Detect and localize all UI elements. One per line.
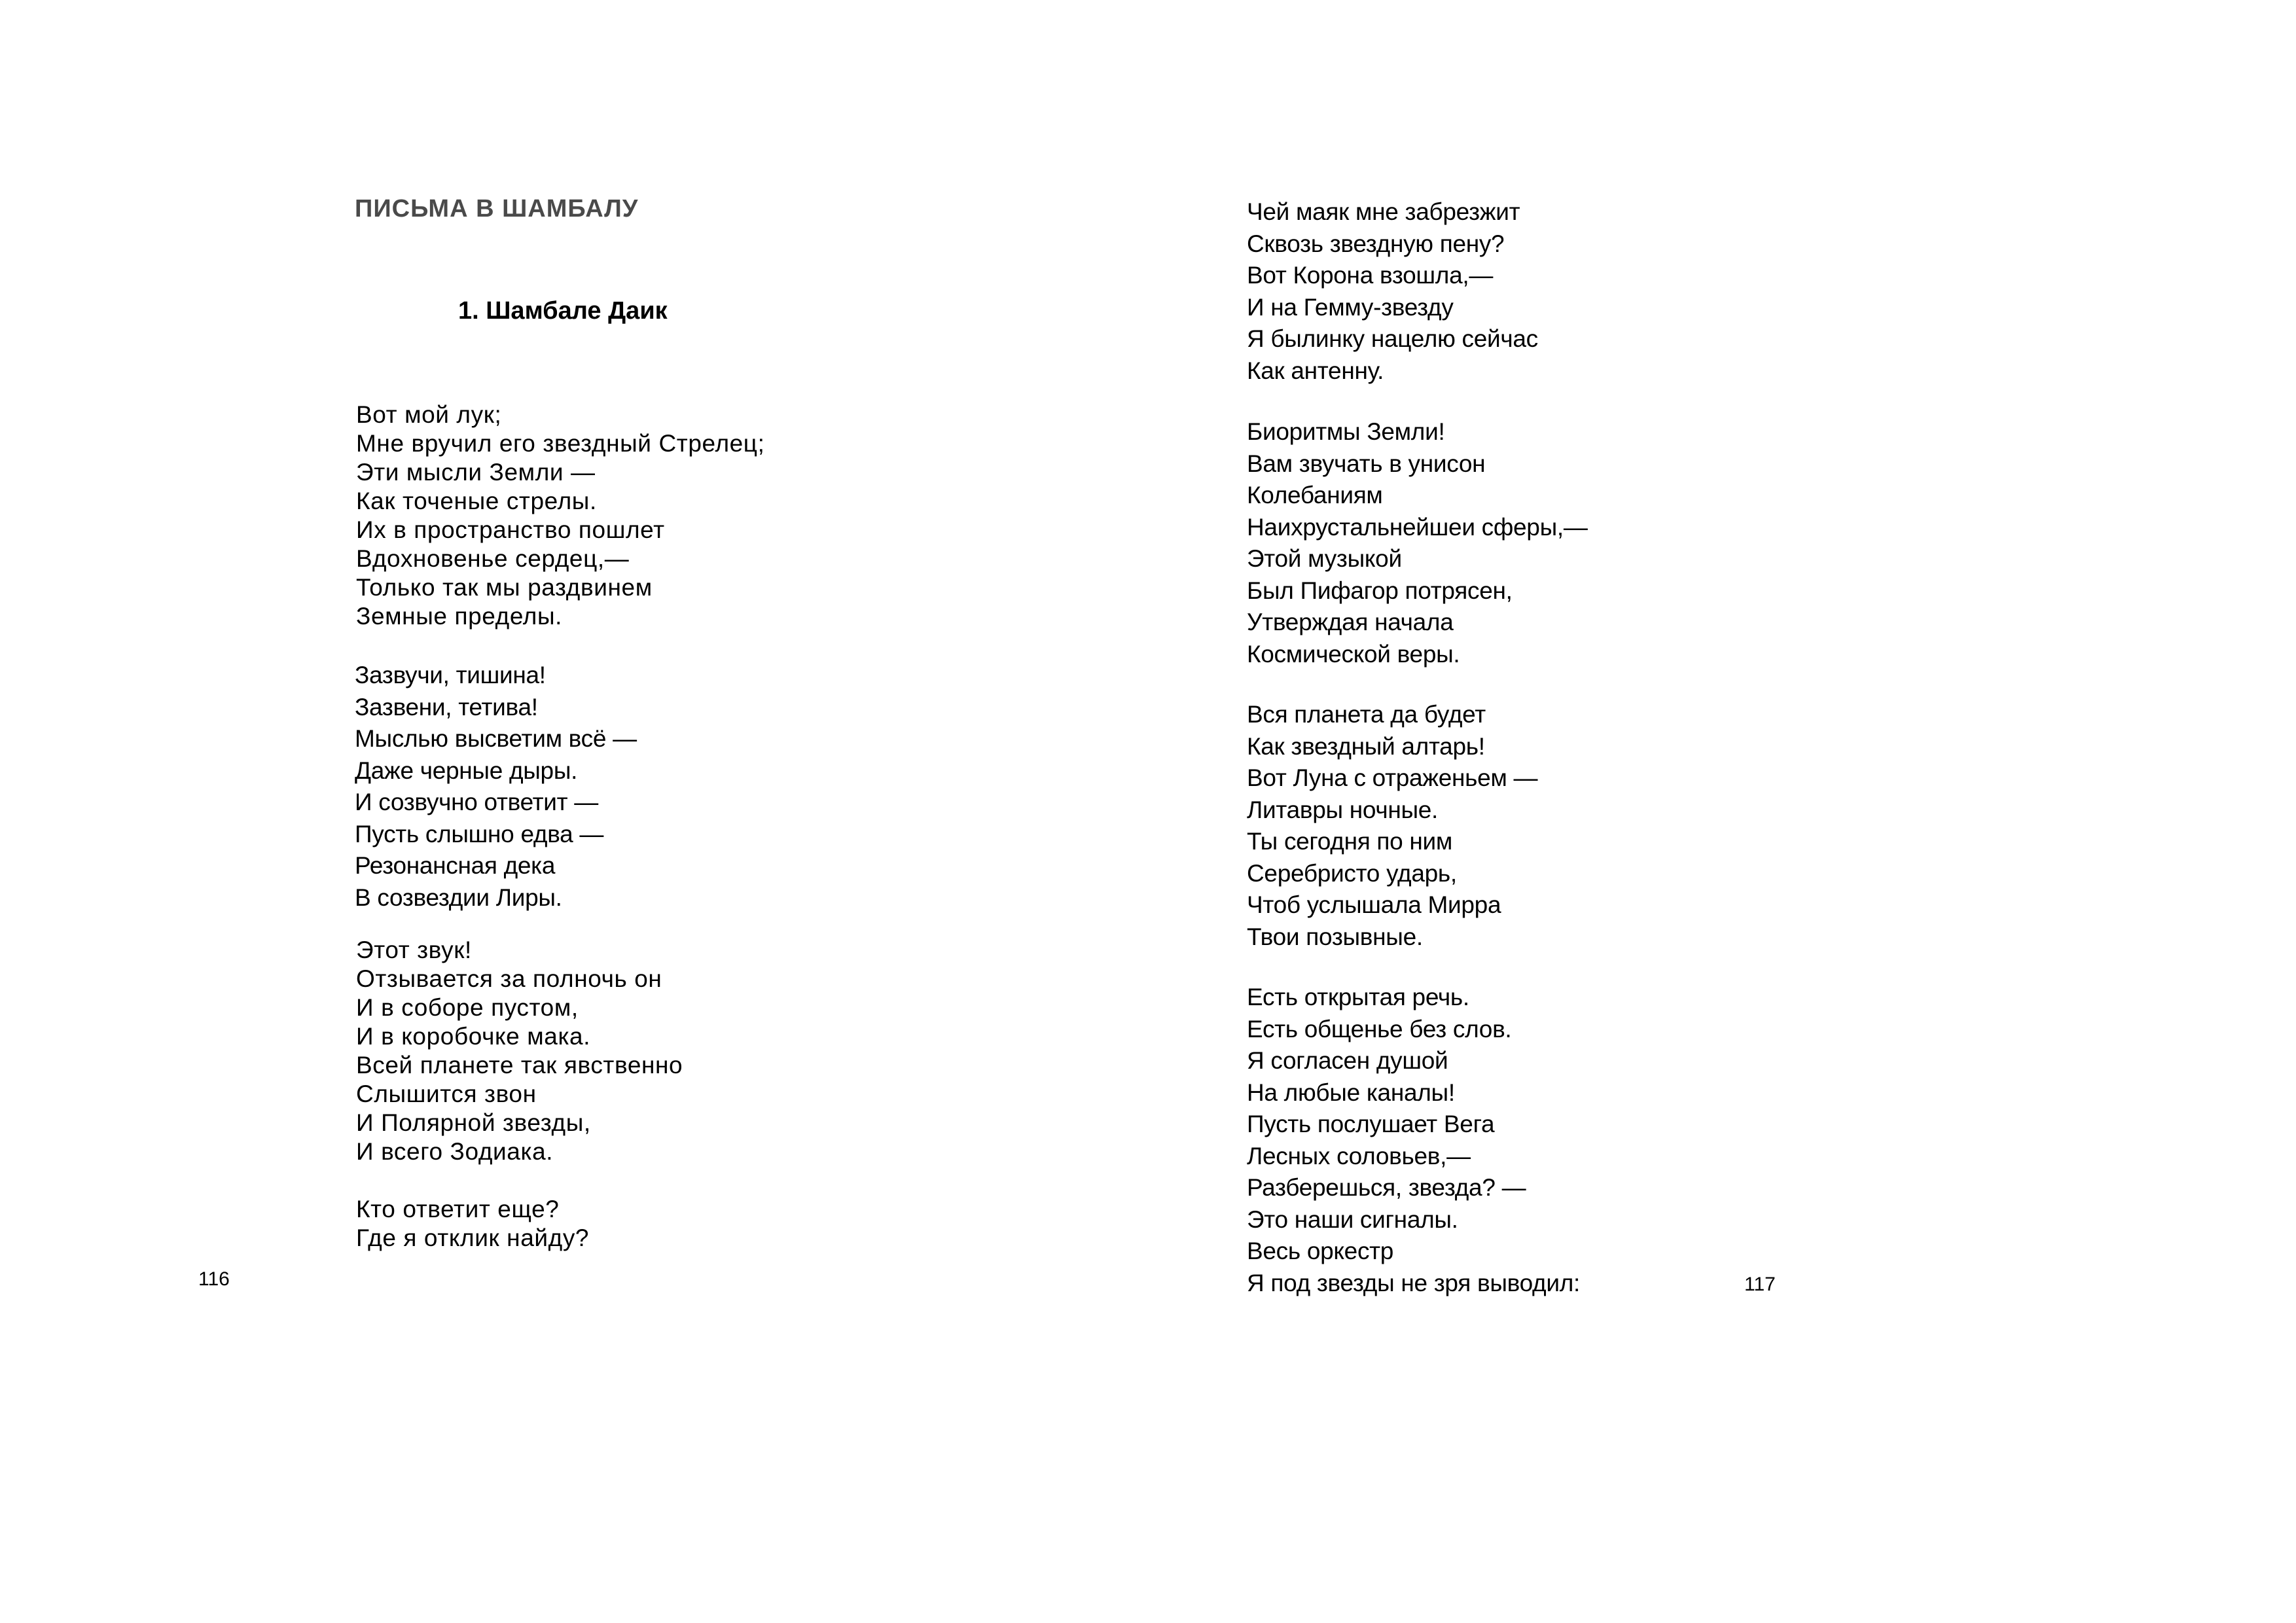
poem-line: Кто ответит еще? bbox=[356, 1196, 560, 1222]
poem-line: Зазвени, тетива! bbox=[355, 693, 538, 721]
poem-line: Чей маяк мне забрезжит bbox=[1247, 198, 1520, 225]
stanza-1 bbox=[356, 401, 764, 631]
poem-line: На любые каналы! bbox=[1247, 1079, 1455, 1106]
poem-line: Вдохновенье сердец,— bbox=[356, 545, 630, 572]
poem-line: И в соборе пустом, bbox=[356, 994, 579, 1021]
poem-line: Всей планете так явственно bbox=[356, 1052, 683, 1079]
poem-line: Пусть послушает Вега bbox=[1247, 1111, 1495, 1137]
poem-line: Весь оркестр bbox=[1247, 1238, 1394, 1264]
stanza-4 bbox=[356, 1195, 589, 1253]
page-number-right: 117 bbox=[1744, 1274, 1776, 1295]
poem-line: Литавры ночные. bbox=[1247, 796, 1439, 823]
poem-line: Как антенну. bbox=[1247, 357, 1384, 384]
stanza-5 bbox=[1247, 196, 1538, 387]
poem-line: Это наши сигналы. bbox=[1247, 1205, 1458, 1233]
poem-line: Как звездный алтарь! bbox=[1247, 732, 1485, 760]
poem-line: Есть общенье без слов. bbox=[1247, 1015, 1512, 1043]
poem-line: Резонансная дека bbox=[355, 852, 556, 879]
stanza-2 bbox=[355, 660, 637, 914]
poem-line: И Полярной звезды, bbox=[356, 1109, 591, 1136]
poem-line: В созвездии Лиры. bbox=[355, 883, 562, 911]
poem-line: Был Пифагор потрясен, bbox=[1247, 577, 1513, 604]
poem-title: 1. Шамбале Даик bbox=[458, 297, 668, 325]
stanza-3 bbox=[356, 936, 683, 1166]
poem-line: Только так мы раздвинем bbox=[356, 574, 653, 601]
poem-line: Твои позывные. bbox=[1247, 923, 1423, 950]
poem-line: Где я отклик найду? bbox=[356, 1224, 590, 1251]
poem-line: Как точеные стрелы. bbox=[356, 488, 597, 514]
poem-line: Этот звук! bbox=[356, 936, 472, 963]
poem-line: И в коробочке мака. bbox=[356, 1023, 591, 1050]
poem-line: Земные пределы. bbox=[356, 603, 563, 630]
poem-line: Отзывается за полночь он bbox=[356, 965, 662, 992]
poem-line: Вот Луна с отраженьем — bbox=[1247, 764, 1538, 791]
poem-line: Вам звучать в унисон bbox=[1247, 450, 1486, 477]
poem-line: Биоритмы Земли! bbox=[1247, 418, 1445, 445]
poem-line: Слышится звон bbox=[356, 1080, 537, 1107]
poem-line: Я былинку нацелю сейчас bbox=[1247, 325, 1538, 352]
section-title: ПИСЬМА В ШАМБАЛУ bbox=[355, 195, 639, 223]
poem-line: Сквозь звездную пену? bbox=[1247, 230, 1505, 257]
poem-line: И на Гемму-звезду bbox=[1247, 293, 1454, 321]
stanza-8 bbox=[1247, 982, 1580, 1299]
poem-line: Утверждая начала bbox=[1247, 609, 1454, 635]
poem-line: Вся планета да будет bbox=[1247, 701, 1486, 728]
poem-line: Я согласен душой bbox=[1247, 1047, 1448, 1074]
poem-line: И всего Зодиака. bbox=[356, 1138, 554, 1165]
poem-line: Мыслью высветим всё — bbox=[355, 725, 637, 752]
poem-line: Мне вручил его звездный Стрелец; bbox=[356, 430, 765, 457]
poem-line: Вот Корона взошла,— bbox=[1247, 262, 1494, 289]
poem-line: Я под звезды не зря выводил: bbox=[1247, 1269, 1580, 1296]
page-number-left: 116 bbox=[198, 1268, 230, 1290]
poem-line: Наихрустальнейшеи сферы,— bbox=[1247, 513, 1588, 541]
poem-line: Колебаниям bbox=[1247, 482, 1383, 508]
poem-line: Вот мой лук; bbox=[356, 401, 502, 428]
poem-line: Ты сегодня по ним bbox=[1247, 828, 1453, 855]
poem-line: Есть открытая речь. bbox=[1247, 984, 1469, 1010]
poem-line: Даже черные дыры. bbox=[355, 757, 578, 784]
poem-line: Серебристо ударь, bbox=[1247, 859, 1457, 887]
stanza-7 bbox=[1247, 699, 1537, 953]
poem-line: Чтоб услышала Мирра bbox=[1247, 891, 1501, 918]
poem-line: Зазвучи, тишина! bbox=[355, 662, 546, 688]
poem-line: Этой музыкой bbox=[1247, 545, 1402, 572]
stanza-6 bbox=[1247, 416, 1588, 670]
poem-line: И созвучно ответит — bbox=[355, 789, 598, 815]
poem-line: Пусть слышно едва — bbox=[355, 820, 604, 847]
poem-line: Их в пространство пошлет bbox=[356, 516, 665, 543]
poem-line: Разберешься, звезда? — bbox=[1247, 1174, 1526, 1201]
poem-line: Эти мысли Земли — bbox=[356, 459, 596, 486]
poem-line: Лесных соловьев,— bbox=[1247, 1142, 1471, 1169]
poem-line: Космической веры. bbox=[1247, 640, 1460, 668]
